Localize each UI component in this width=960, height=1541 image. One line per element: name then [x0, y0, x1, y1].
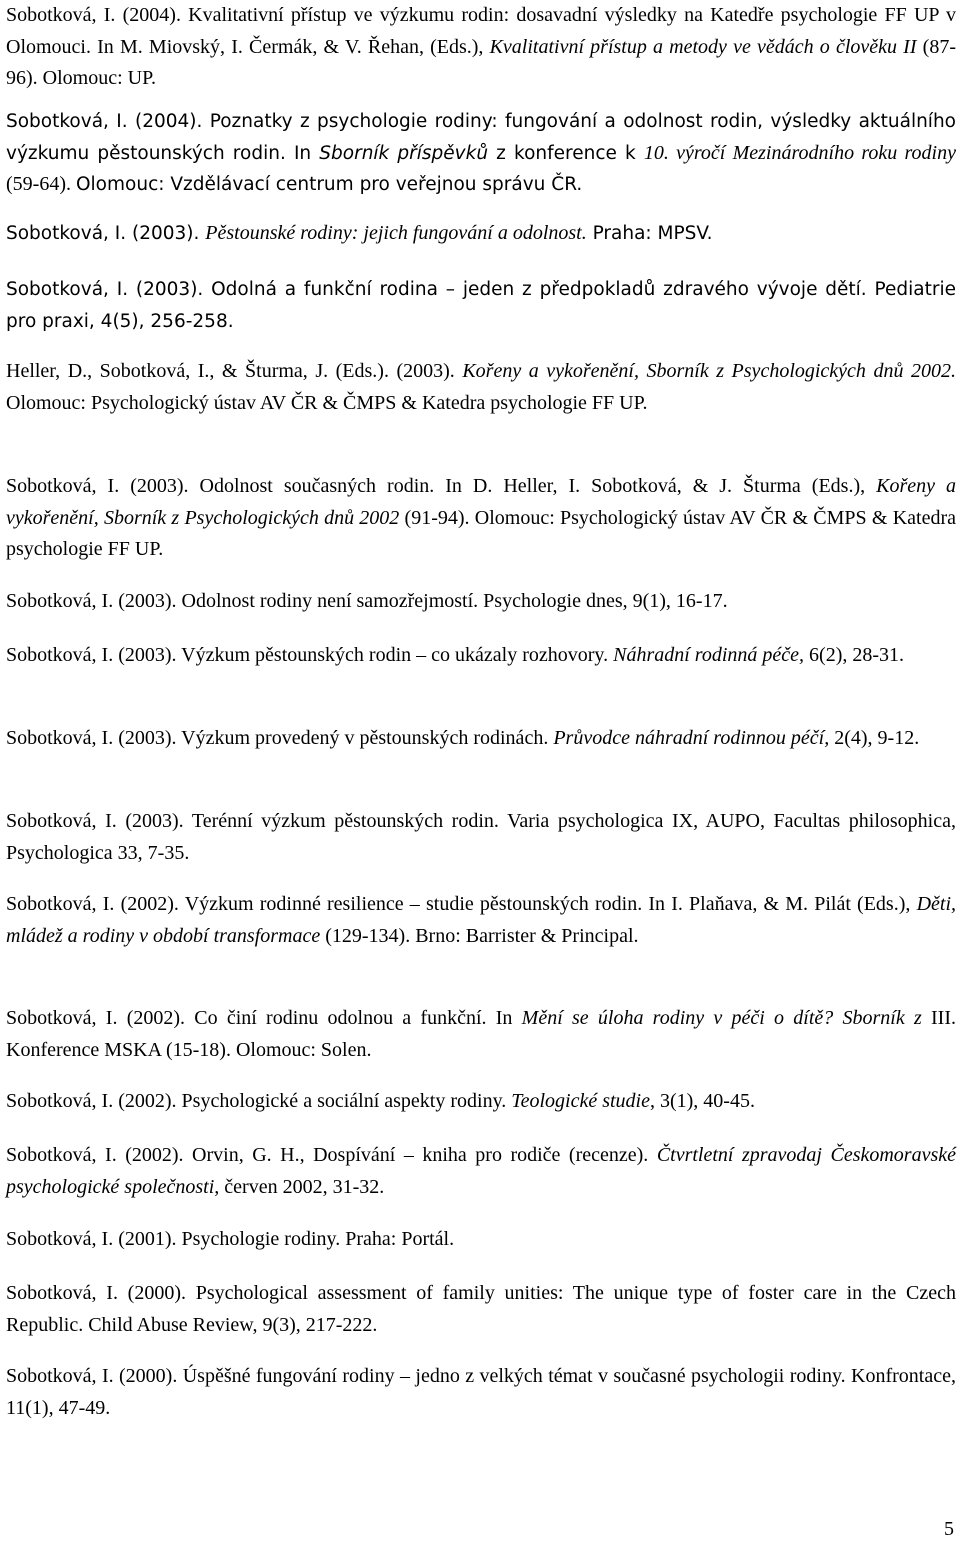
reference-entry: Sobotková, I. (2001). Psychologie rodiny. Praha: Portál.: [6, 1228, 455, 1250]
reference-entry: Heller, D., Sobotková, I., & Šturma, J. (Eds.). (2003). Kořeny a vykořenění, Sborník z Psychologických dnů 2002. Olomouc: Psychologický ústav AV ČR & ČMPS & Katedra psychologie FF UP.: [6, 360, 956, 414]
reference-entry: Sobotková, I. (2003). Výzkum provedený v pěstounských rodinách. Průvodce náhradní rodinnou péčí, 2(4), 9-12.: [6, 727, 920, 749]
reference-entry: Sobotková, I. (2000). Úspěšné fungování rodiny – jedno z velkých témat v současné psychologii rodiny. Konfrontace, 11(1), 47-49.: [6, 1365, 956, 1419]
reference-entry: Sobotková, I. (2003). Odolnost rodiny není samozřejmostí. Psychologie dnes, 9(1), 16-17.: [6, 590, 728, 612]
reference-entry: Sobotková, I. (2003). Odolná a funkční rodina – jeden z předpokladů zdravého vývoje dětí. Pediatrie pro praxi, 4(5), 256-258.: [6, 279, 956, 332]
reference-entry: Sobotková, I. (2002). Výzkum rodinné resilience – studie pěstounských rodin. In I. Plaňava, & M. Pilát (Eds.), Děti, mládež a rodiny v období transformace (129-134). Brno: Barrister & Principal.: [6, 893, 956, 947]
page-number: 5: [944, 1518, 954, 1540]
reference-entry: Sobotková, I. (2004). Kvalitativní přístup ve výzkumu rodin: dosavadní výsledky na Katedře psychologie FF UP v Olomouci. In M. Miovský, I. Čermák, & V. Řehan, (Eds.), Kvalitativní přístup a metody ve vědách o člověku II (87-96). Olomouc: UP.: [6, 4, 956, 89]
reference-entry: Sobotková, I. (2003). Výzkum pěstounských rodin – co ukázaly rozhovory. Náhradní rodinná péče, 6(2), 28-31.: [6, 644, 905, 666]
reference-entry: Sobotková, I. (2000). Psychological assessment of family unities: The unique type of foster care in the Czech Republic. Child Abuse Review, 9(3), 217-222.: [6, 1282, 956, 1336]
reference-entry: Sobotková, I. (2004). Poznatky z psychologie rodiny: fungování a odolnost rodin, výsledky aktuálního výzkumu pěstounských rodin. In Sborník příspěvků z konference k 10. výročí Mezinárodního roku rodiny (59-64). Olomouc: Vzdělávací centrum pro veřejnou správu ČR.: [6, 111, 956, 195]
reference-entry: Sobotková, I. (2003). Pěstounské rodiny: jejich fungování a odolnost. Praha: MPSV.: [6, 222, 713, 244]
reference-entry: Sobotková, I. (2002). Psychologické a sociální aspekty rodiny. Teologické studie, 3(1), 40-45.: [6, 1090, 755, 1112]
reference-entry: Sobotková, I. (2003). Terénní výzkum pěstounských rodin. Varia psychologica IX, AUPO, Facultas philosophica, Psychologica 33, 7-35.: [6, 810, 956, 864]
reference-entry: Sobotková, I. (2002). Co činí rodinu odolnou a funkční. In Mění se úloha rodiny v péči o dítě? Sborník z III. Konference MSKA (15-18). Olomouc: Solen.: [6, 1007, 956, 1061]
reference-entry: Sobotková, I. (2002). Orvin, G. H., Dospívání – kniha pro rodiče (recenze). Čtvrtletní zpravodaj Českomoravské psychologické společnosti, červen 2002, 31-32.: [6, 1144, 957, 1198]
reference-entry: Sobotková, I. (2003). Odolnost současných rodin. In D. Heller, I. Sobotková, & J. Šturma (Eds.), Kořeny a vykořenění, Sborník z Psychologických dnů 2002 (91-94). Olomouc: Psychologický ústav AV ČR & ČMPS & Katedra psychologie FF UP.: [6, 475, 956, 560]
